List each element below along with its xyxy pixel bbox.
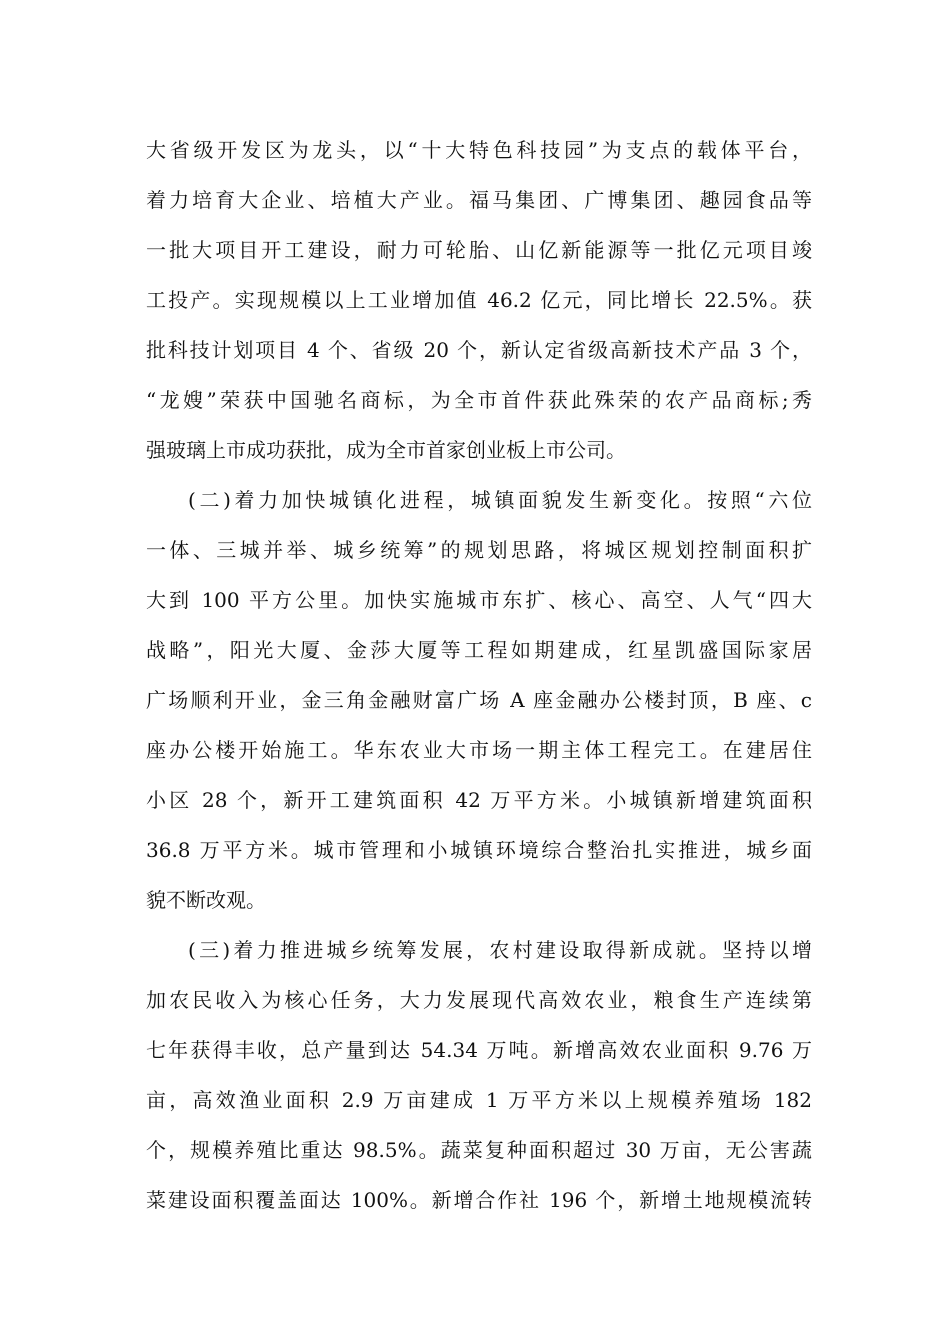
text-line: 貌不断改观。 [146, 888, 266, 912]
text-line: 强玻璃上市成功获批，成为全市首家创业板上市公司。 [146, 438, 626, 462]
text-line: “龙嫂”荣获中国驰名商标，为全市首件获此殊荣的农产品商标;秀 [146, 388, 812, 412]
text-line: 个，规模养殖比重达 98.5%。蔬菜复种面积超过 30 万亩，无公害蔬 [146, 1138, 812, 1162]
text-line: 36.8 万平方米。城市管理和小城镇环境综合整治扎实推进，城乡面 [146, 838, 812, 862]
text-line: 小区 28 个，新开工建筑面积 42 万平方米。小城镇新增建筑面积 [146, 788, 812, 812]
paragraph-heading-line: (三)着力推进城乡统筹发展，农村建设取得新成就。坚持以增 [188, 938, 812, 962]
text-line: 批科技计划项目 4 个、省级 20 个，新认定省级高新技术产品 3 个， [146, 338, 812, 362]
text-line: 着力培育大企业、培植大产业。福马集团、广博集团、趣园食品等 [146, 188, 812, 212]
text-line: 菜建设面积覆盖面达 100%。新增合作社 196 个，新增土地规模流转 [146, 1188, 812, 1212]
text-line: 战略”，阳光大厦、金莎大厦等工程如期建成，红星凯盛国际家居 [146, 638, 812, 662]
text-line: 广场顺利开业，金三角金融财富广场 A 座金融办公楼封顶，B 座、c [146, 688, 812, 712]
text-line: 七年获得丰收，总产量到达 54.34 万吨。新增高效农业面积 9.76 万 [146, 1038, 812, 1062]
text-line: 座办公楼开始施工。华东农业大市场一期主体工程完工。在建居住 [146, 738, 812, 762]
text-line: 大到 100 平方公里。加快实施城市东扩、核心、高空、人气“四大 [146, 588, 812, 612]
text-line: 一体、三城并举、城乡统筹”的规划思路，将城区规划控制面积扩 [146, 538, 812, 562]
text-line: 亩，高效渔业面积 2.9 万亩建成 1 万平方米以上规模养殖场 182 [146, 1088, 812, 1112]
paragraph-heading-line: (二)着力加快城镇化进程，城镇面貌发生新变化。按照“六位 [188, 488, 812, 512]
text-line: 一批大项目开工建设，耐力可轮胎、山亿新能源等一批亿元项目竣 [146, 238, 812, 262]
text-line: 加农民收入为核心任务，大力发展现代高效农业，粮食生产连续第 [146, 988, 812, 1012]
text-line: 工投产。实现规模以上工业增加值 46.2 亿元，同比增长 22.5%。获 [146, 288, 812, 312]
text-line: 大省级开发区为龙头，以“十大特色科技园”为支点的载体平台， [146, 138, 812, 162]
